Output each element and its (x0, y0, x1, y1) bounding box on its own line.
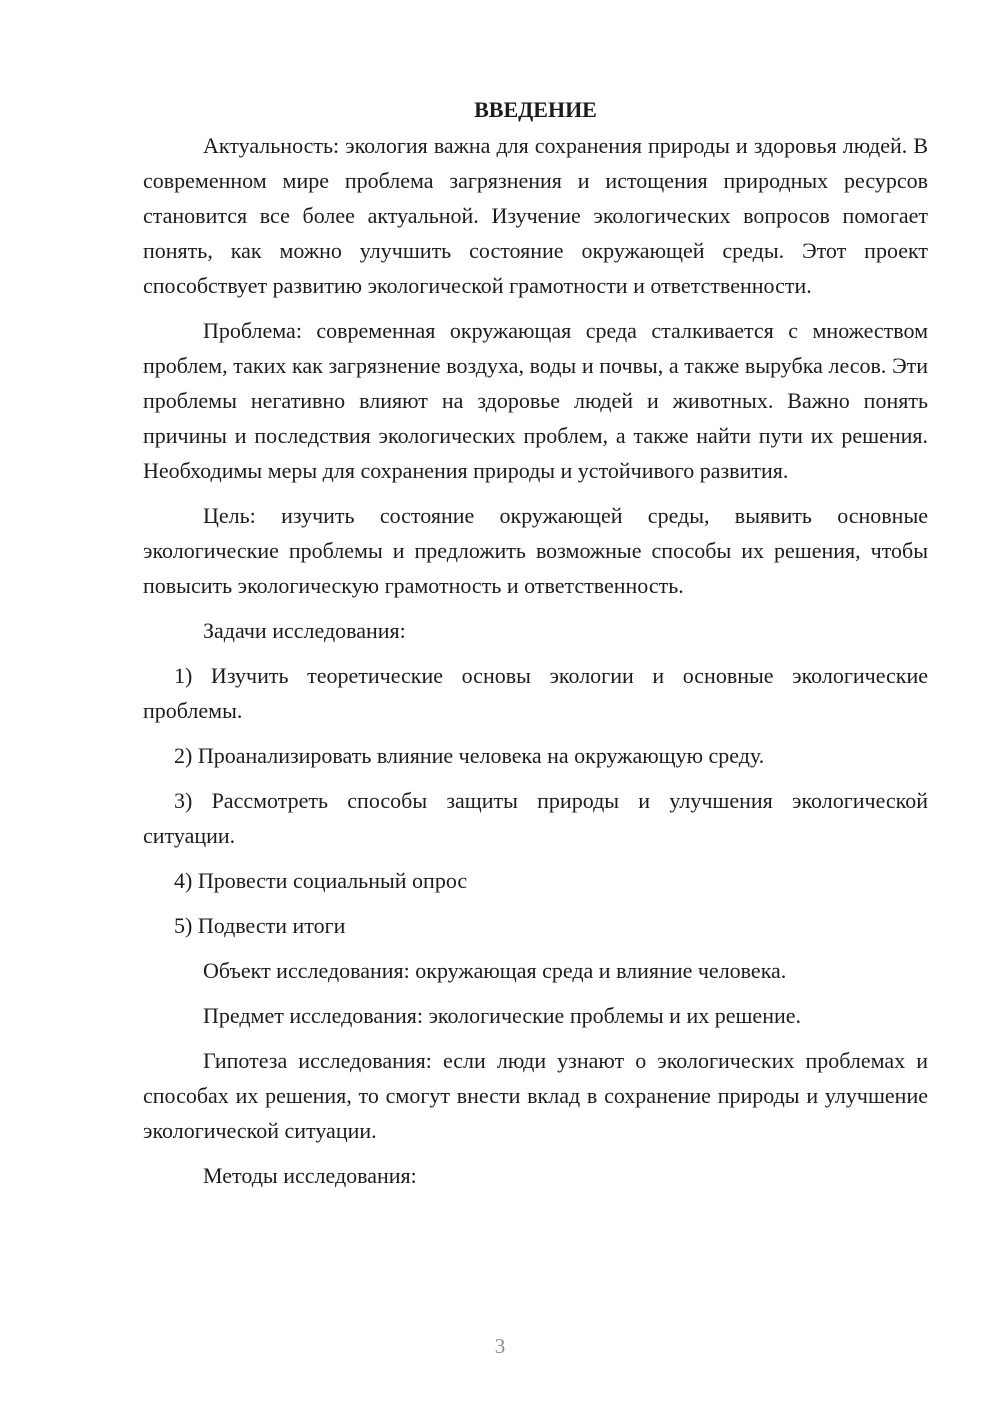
task-item-3: 3) Рассмотреть способы защиты природы и улучшения экологической ситуации. (143, 788, 928, 848)
research-subject-paragraph: Предмет исследования: экологические проблемы и их решение. (203, 1003, 802, 1028)
methods-heading: Методы исследования: (203, 1163, 417, 1188)
document-page (143, 92, 928, 1203)
task-item-2: 2) Проанализировать влияние человека на окружающую среду. (174, 743, 765, 768)
problem-paragraph: Проблема: современная окружающая среда сталкивается с множеством проблем, таких как загрязнение воздуха, воды и почвы, а также вырубка лесов. Эти проблемы негативно влияют на здоровье людей и животных. Важно понять причины и последствия экологических проблем, а также найти пути их решения. Необходимы меры для сохранения природы и устойчивого развития. (143, 318, 928, 483)
relevance-paragraph: Актуальность: экология важна для сохранения природы и здоровья людей. В современном мире проблема загрязнения и истощения природных ресурсов становится все более актуальной. Изучение экологических вопросов помогает понять, как можно улучшить состояние окружающей среды. Этот проект способствует развитию экологической грамотности и ответственности. (143, 133, 928, 298)
hypothesis-paragraph: Гипотеза исследования: если люди узнают о экологических проблемах и способах их решения, то смогут внести вклад в сохранение природы и улучшение экологической ситуации. (143, 1048, 928, 1143)
goal-paragraph: Цель: изучить состояние окружающей среды, выявить основные экологические проблемы и предложить возможные способы их решения, чтобы повысить экологическую грамотность и ответственность. (143, 503, 928, 598)
task-item-5: 5) Подвести итоги (174, 913, 346, 938)
task-item-4: 4) Провести социальный опрос (174, 868, 468, 893)
tasks-heading: Задачи исследования: (203, 618, 406, 643)
task-item-1: 1) Изучить теоретические основы экологии и основные экологические проблемы. (143, 663, 928, 723)
section-title: ВВЕДЕНИЕ (474, 97, 597, 122)
research-object-paragraph: Объект исследования: окружающая среда и влияние человека. (203, 958, 787, 983)
page-number: 3 (494, 1334, 506, 1358)
